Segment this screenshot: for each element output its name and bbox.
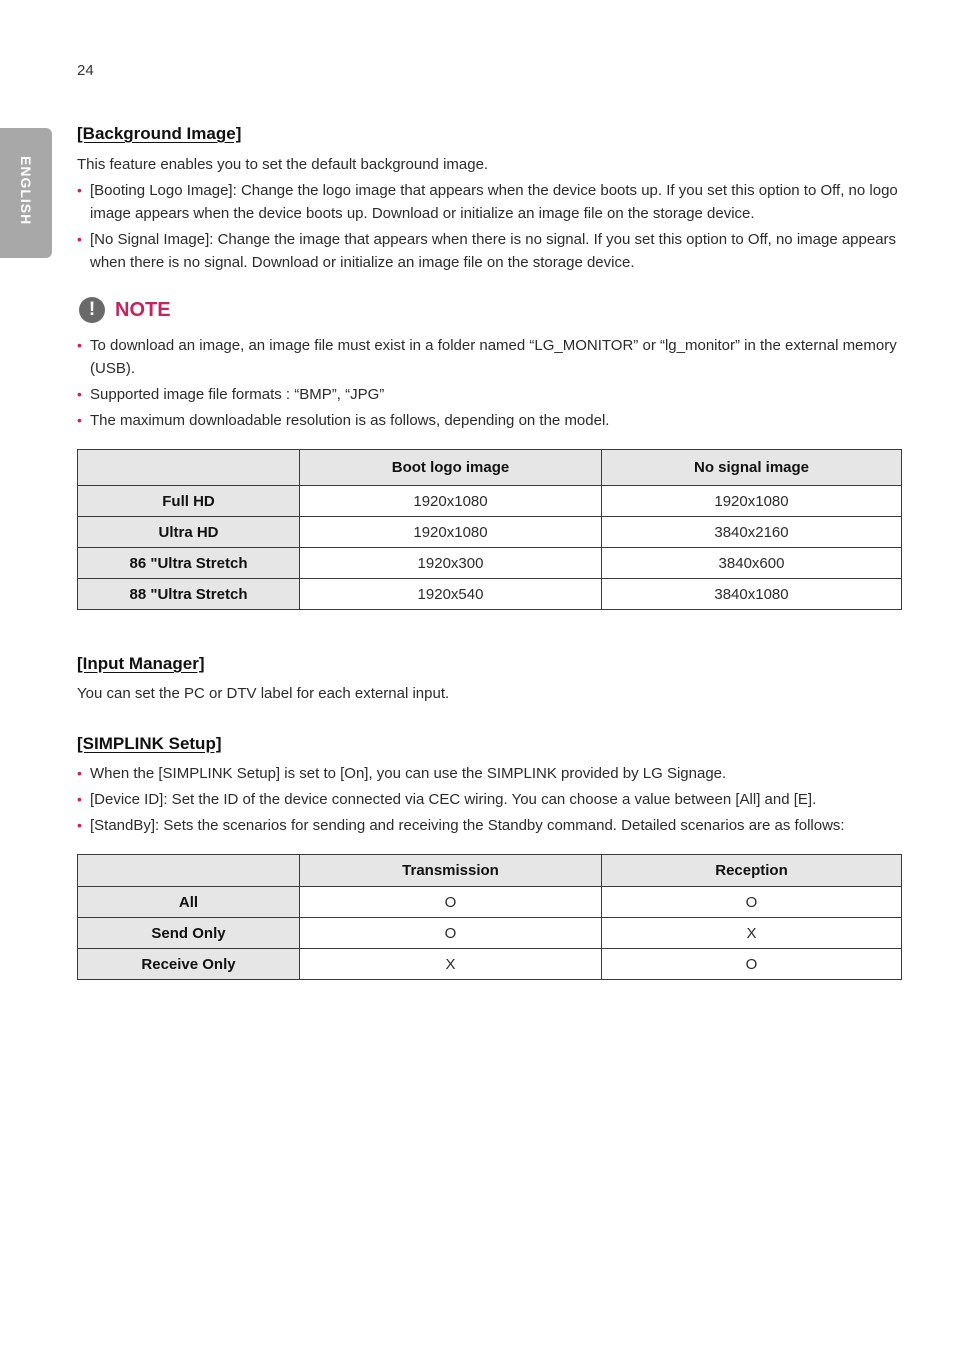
table-row (78, 517, 902, 548)
table-row (78, 918, 902, 949)
table-header-cell (78, 855, 300, 887)
page-content (77, 124, 902, 980)
list-item: • Supported image file formats : “BMP”, “JPG” (77, 383, 902, 406)
table-cell: 3840x1080 (602, 579, 902, 610)
table-cell: O (602, 887, 902, 918)
row-label: 88 "Ultra Stretch (78, 579, 300, 610)
warning-icon: ! (79, 297, 105, 323)
note-bullets (77, 334, 902, 432)
table-cell: O (602, 949, 902, 980)
standby-table (77, 854, 902, 980)
table-cell: O (300, 918, 602, 949)
table-cell: 1920x540 (300, 579, 602, 610)
table-row (78, 579, 902, 610)
input-manager-heading: [Input Manager] (77, 654, 205, 673)
list-item: • [Booting Logo Image]: Change the logo image that appears when the device boots up. If you set this option to Off, no logo image appears when the device boots up. Download or initialize an image file on the storage device. (77, 179, 902, 225)
table-header-cell (78, 450, 300, 486)
simplink-bullets (77, 762, 902, 837)
table-cell: 1920x1080 (602, 486, 902, 517)
table-row (78, 949, 902, 980)
background-image-heading: [Background Image] (77, 124, 242, 143)
list-item: • The maximum downloadable resolution is as follows, depending on the model. (77, 409, 902, 432)
table-header-cell: Boot logo image (300, 450, 602, 486)
simplink-heading: [SIMPLINK Setup] (77, 734, 222, 753)
table-cell: 1920x1080 (300, 517, 602, 548)
list-item: • [Device ID]: Set the ID of the device connected via CEC wiring. You can choose a value between [All] and [E]. (77, 788, 902, 811)
input-manager-intro: You can set the PC or DTV label for each external input. (77, 685, 450, 702)
background-image-bullets (77, 179, 902, 274)
table-header-cell: No signal image (602, 450, 902, 486)
background-image-section (77, 124, 902, 274)
table-row (78, 486, 902, 517)
table-cell: 1920x300 (300, 548, 602, 579)
table-cell: O (300, 887, 602, 918)
note-header (77, 297, 902, 323)
table-cell: 3840x2160 (602, 517, 902, 548)
table-cell: X (602, 918, 902, 949)
list-item: • When the [SIMPLINK Setup] is set to [On], you can use the SIMPLINK provided by LG Signage. (77, 762, 902, 785)
row-label: All (78, 887, 300, 918)
table-cell: 3840x600 (602, 548, 902, 579)
row-label: 86 "Ultra Stretch (78, 548, 300, 579)
row-label: Receive Only (78, 949, 300, 980)
list-item: • [StandBy]: Sets the scenarios for sending and receiving the Standby command. Detailed scenarios are as follows: (77, 814, 902, 837)
language-side-tab (0, 128, 52, 258)
row-label: Send Only (78, 918, 300, 949)
table-row (78, 548, 902, 579)
input-manager-section (77, 654, 902, 705)
table-cell: X (300, 949, 602, 980)
table-row (78, 887, 902, 918)
note-section (77, 297, 902, 432)
background-image-intro: This feature enables you to set the default background image. (77, 156, 489, 173)
row-label: Full HD (78, 486, 300, 517)
table-header-row (78, 450, 902, 486)
page-number: 24 (77, 62, 94, 79)
table-header-row (78, 855, 902, 887)
note-label: NOTE (115, 298, 171, 321)
list-item: • To download an image, an image file must exist in a folder named “LG_MONITOR” or “lg_monitor” in the external memory (USB). (77, 334, 902, 380)
resolution-table (77, 449, 902, 610)
table-cell: 1920x1080 (300, 486, 602, 517)
language-tab-label: ENGLISH (18, 156, 34, 226)
simplink-section (77, 734, 902, 837)
row-label: Ultra HD (78, 517, 300, 548)
table-header-cell: Transmission (300, 855, 602, 887)
table-header-cell: Reception (602, 855, 902, 887)
list-item: • [No Signal Image]: Change the image that appears when there is no signal. If you set this option to Off, no image appears when there is no signal. Download or initialize an image file on the storage device. (77, 228, 902, 274)
